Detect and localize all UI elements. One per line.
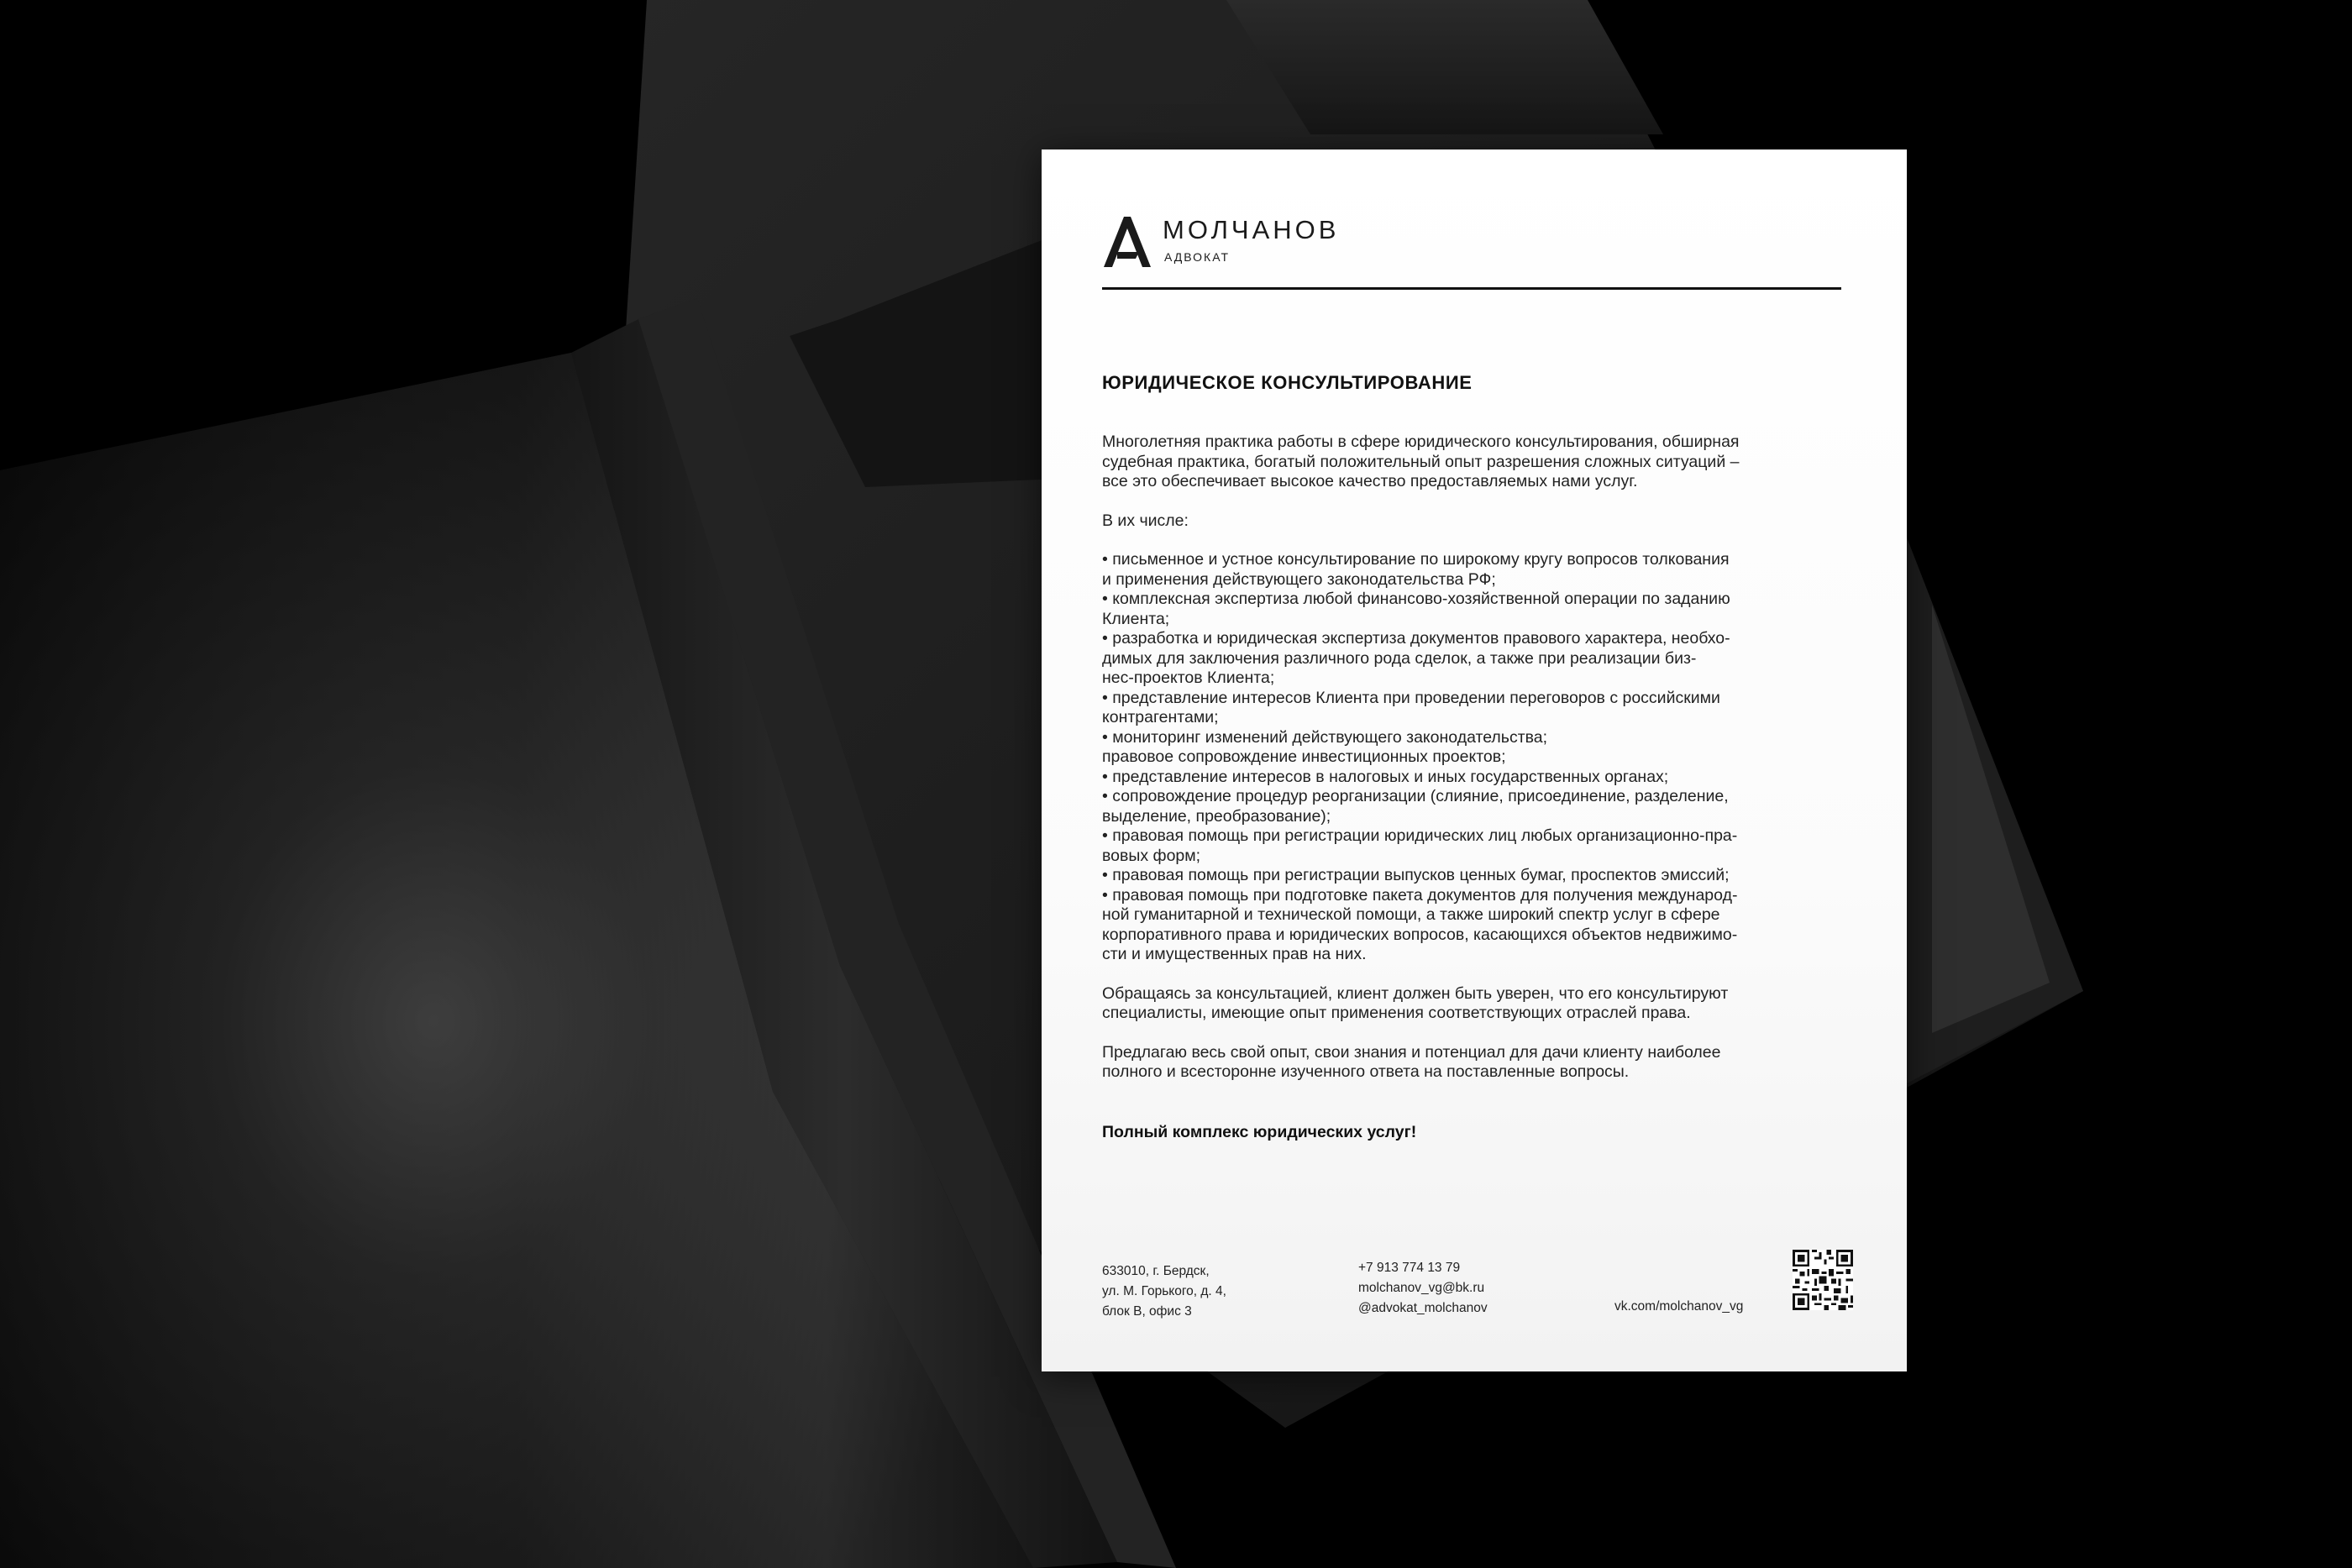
list-item: • письменное и устное консультирование по широкому кругу вопросов толкования и применения действующего законодательства РФ; (1102, 550, 1730, 589)
list-item: • мониторинг изменений действующего законодательства; (1102, 727, 1548, 747)
services-list (1102, 550, 1883, 965)
consultation-paragraph: Обращаясь за консультацией, клиент должен быть уверен, что его консультируют специалисты, имеющие опыт применения соответствующих отраслей права. (1102, 983, 1729, 1022)
list-item: • сопровождение процедур реорганизации (слияние, присоединение, разделение, выделение, преобразование); (1102, 787, 1729, 826)
list-item: • правовая помощь при подготовке пакета документов для получения международ- ной гуманитарной и технической помощи, а также широкий спектр услуг в сфере корпоративного права и юридических вопросов, касающихся объектов недвижимо- сти и имущественных прав на них. (1102, 885, 1738, 963)
letterhead-sheet (1042, 149, 1907, 1371)
logo-subtitle: АДВОКАТ (1164, 250, 1230, 264)
list-item: правовое сопровождение инвестиционных проектов; (1102, 747, 1506, 766)
list-item: • комплексная экспертиза любой финансово-хозяйственной операции по заданию Клиента; (1102, 590, 1730, 628)
email-address: molchanov_vg@bk.ru (1358, 1281, 1485, 1295)
logo (1102, 215, 1379, 269)
header-divider (1102, 287, 1841, 290)
document-title: ЮРИДИЧЕСКОЕ КОНСУЛЬТИРОВАНИЕ (1102, 372, 1473, 393)
letter-a-logo-icon (1102, 215, 1151, 269)
list-item: • представление интересов Клиента при проведении переговоров с российскими контрагентами; (1102, 688, 1720, 726)
vk-link: vk.com/molchanov_vg (1614, 1299, 1744, 1314)
footer (1102, 1258, 1858, 1342)
social-handle: @advokat_molchanov (1358, 1301, 1488, 1315)
list-item: • правовая помощь при регистрации выпусков ценных бумаг, проспектов эмиссий; (1102, 866, 1730, 884)
phone-number: +7 913 774 13 79 (1358, 1261, 1461, 1275)
intro-paragraph: Многолетняя практика работы в сфере юридического консультирования, обширная судебная практика, богатый положительный опыт разрешения сложных ситуаций – все это обеспечивает высокое качество предоставляемых нами услуг. (1102, 433, 1740, 490)
list-item: • разработка и юридическая экспертиза документов правового характера, необхо- димых для заключения различного рода сделок, а также при реализации биз- нес-проектов Клиента; (1102, 629, 1730, 687)
office-address: 633010, г. Бердск, ул. М. Горького, д. 4, блок В, офис 3 (1102, 1264, 1226, 1319)
offer-paragraph: Предлагаю весь свой опыт, свои знания и потенциал для дачи клиенту наиболее полного и всесторонне изученного ответа на поставленные вопросы. (1102, 1042, 1721, 1081)
list-item: • представление интересов в налоговых и иных государственных органах; (1102, 767, 1669, 786)
list-lead: В их числе: (1102, 511, 1189, 530)
contacts-block (1358, 1258, 1488, 1319)
list-item: • правовая помощь при регистрации юридических лиц любых организационно-пра- вовых форм; (1102, 826, 1738, 865)
logo-name: МОЛЧАНОВ (1163, 215, 1340, 244)
document-body (1102, 433, 1883, 1142)
qr-code-icon (1793, 1250, 1853, 1310)
closing-slogan: Полный комплекс юридических услуг! (1102, 1122, 1417, 1141)
